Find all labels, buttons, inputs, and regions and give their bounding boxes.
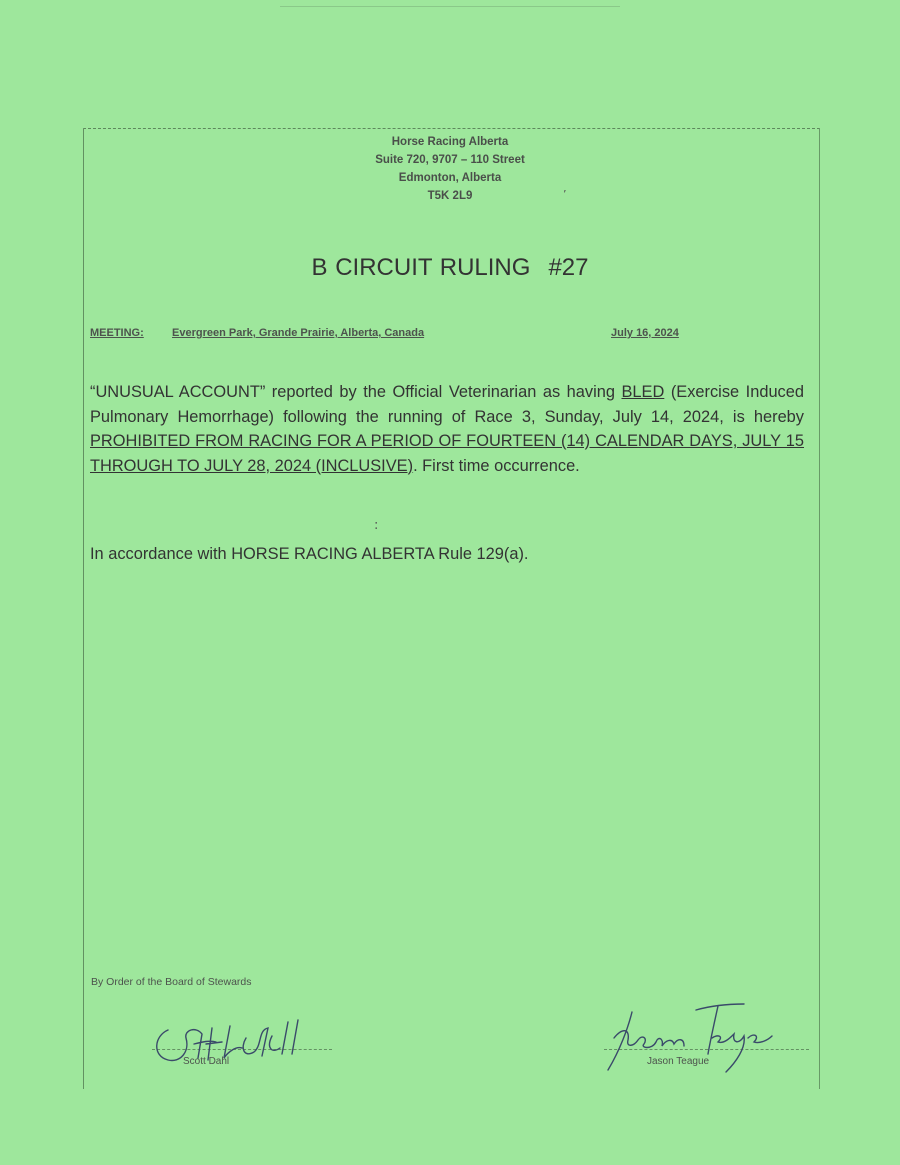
- ruling-title: B CIRCUIT RULING: [311, 254, 531, 281]
- ruling-prohibition: PROHIBITED FROM RACING FOR A PERIOD OF FOURTEEN (14) CALENDAR DAYS, JULY 15 THROUGH TO JULY 28, 2024 (INCLUSIVE): [90, 432, 804, 475]
- steward-name-right: Jason Teague: [647, 1056, 710, 1067]
- rule-reference: In accordance with HORSE RACING ALBERTA Rule 129(a).: [90, 545, 529, 563]
- letterhead-street: Suite 720, 9707 – 110 Street: [375, 154, 525, 166]
- ruling-bled: BLED: [621, 383, 665, 401]
- letterhead: [0, 133, 900, 205]
- page-title: [0, 254, 900, 282]
- ruling-number: #27: [548, 254, 589, 281]
- scan-speck: ’: [563, 188, 567, 201]
- letterhead-postal-code: T5K 2L9: [427, 190, 473, 202]
- order-statement: By Order of the Board of Stewards: [91, 976, 252, 988]
- letterhead-organization: Horse Racing Alberta: [391, 136, 509, 148]
- meeting-venue: Evergreen Park, Grande Prairie, Alberta, Canada: [172, 327, 425, 339]
- meeting-date: July 16, 2024: [611, 327, 679, 339]
- ruling-text-part3: . First time occurrence.: [413, 456, 580, 475]
- ruling-text-part1: “UNUSUAL ACCOUNT” reported by the Official Veterinarian as having: [90, 383, 622, 401]
- signature-scott-dahl: [150, 1008, 320, 1068]
- ruling-text-part2: (Exercise Induced Pulmonary Hemorrhage) following the running of Race 3, Sunday, July 14, 2024, is hereby: [90, 383, 804, 426]
- meeting-label: MEETING:: [90, 327, 144, 339]
- scan-edge-line: [280, 6, 620, 7]
- ruling-text: [90, 380, 804, 478]
- letterhead-city: Edmonton, Alberta: [398, 172, 502, 184]
- scan-speck: :: [374, 518, 379, 533]
- steward-name-left: Scott Dahl: [183, 1056, 230, 1067]
